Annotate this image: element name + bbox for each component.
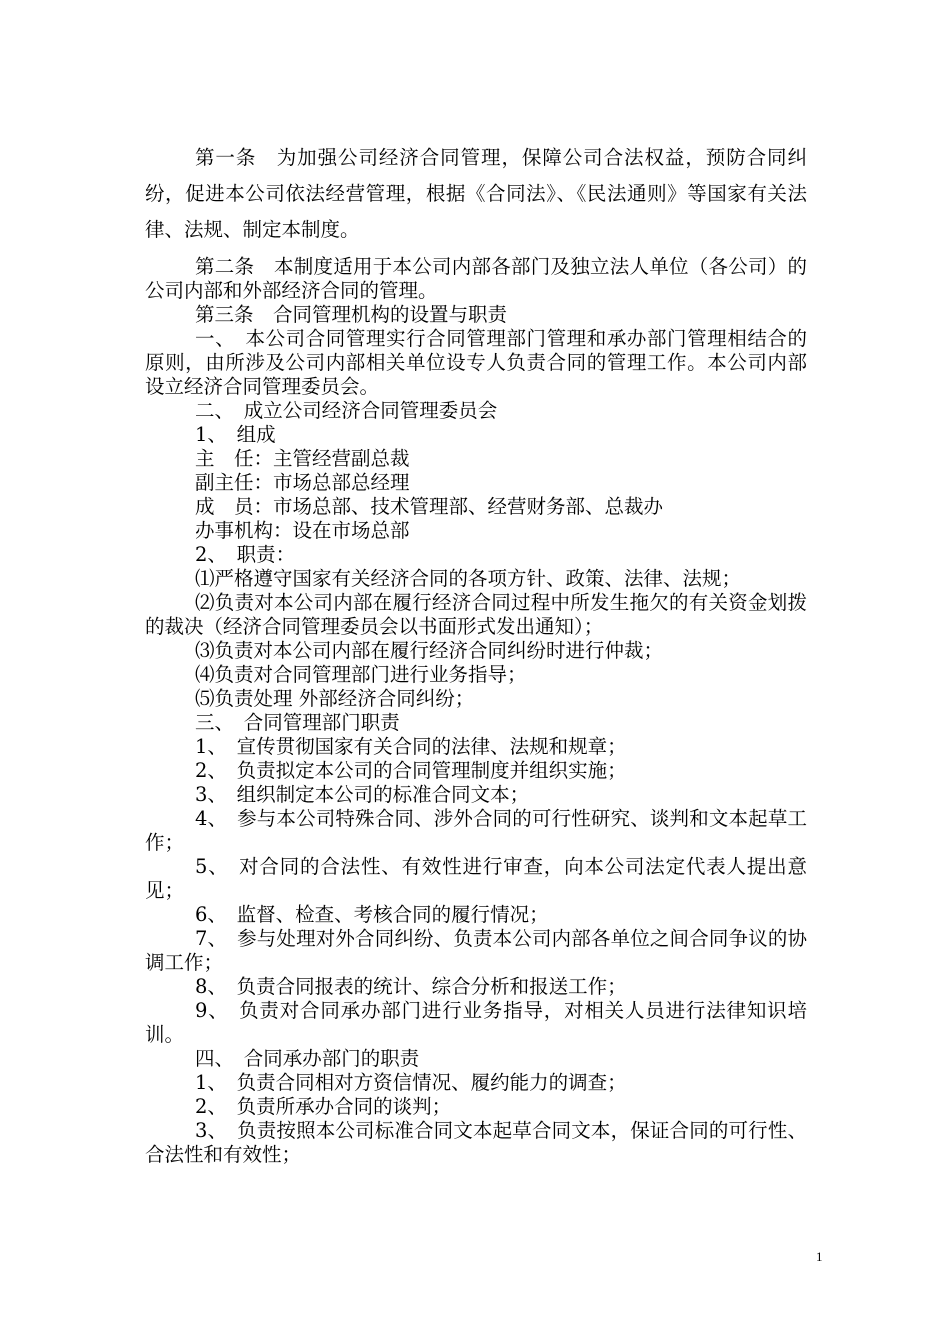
contractor-duty-3: 3、 负责按照本公司标准合同文本起草合同文本，保证合同的可行性、合法性和有效性；: [145, 1119, 807, 1166]
contractor-duty-2: 2、 负责所承办合同的谈判；: [195, 1095, 452, 1118]
page-number: 1: [816, 1249, 823, 1264]
dept-duty-6: 6、 监督、检查、考核合同的履行情况；: [195, 903, 549, 926]
dept-duty-9: 9、 负责对合同承办部门进行业务指导，对相关人员进行法律知识培训。: [145, 999, 807, 1046]
section-3-heading: 三、 合同管理部门职责: [195, 711, 400, 734]
dept-duty-5: 5、 对合同的合法性、有效性进行审查，向本公司法定代表人提出意见；: [145, 855, 807, 902]
section-4-heading: 四、 合同承办部门的职责: [195, 1047, 420, 1070]
dept-duty-3: 3、 组织制定本公司的标准合同文本；: [195, 783, 530, 806]
dept-duty-1: 1、 宣传贯彻国家有关合同的法律、法规和规章；: [195, 735, 627, 758]
deputy-director-line: 副主任：市场总部总经理: [195, 471, 410, 494]
duty-item-4: ⑷负责对合同管理部门进行业务指导；: [195, 663, 527, 686]
dept-duty-8: 8、 负责合同报表的统计、综合分析和报送工作；: [195, 975, 627, 998]
duty-item-5: ⑸负责处理 外部经济合同纠纷；: [195, 687, 475, 710]
duty-item-1: ⑴严格遵守国家有关经济合同的各项方针、政策、法律、法规；: [195, 567, 742, 590]
composition-heading: 1、 组成: [195, 423, 276, 446]
dept-duty-7: 7、 参与处理对外合同纠纷、负责本公司内部各单位之间合同争议的协调工作；: [145, 927, 807, 974]
members-line: 成 员：市场总部、技术管理部、经营财务部、总裁办: [195, 495, 664, 518]
duty-item-3: ⑶负责对本公司内部在履行经济合同纠纷时进行仲裁；: [195, 639, 664, 662]
dept-duty-2: 2、 负责拟定本公司的合同管理制度并组织实施；: [195, 759, 627, 782]
director-line: 主 任：主管经营副总裁: [195, 447, 410, 470]
article-2-paragraph: 第二条 本制度适用于本公司内部各部门及独立法人单位（各公司）的公司内部和外部经济合同的管理。: [145, 255, 807, 302]
section-1-paragraph: 一、 本公司合同管理实行合同管理部门管理和承办部门管理相结合的原则，由所涉及公司内部相关单位设专人负责合同的管理工作。本公司内部设立经济合同管理委员会。: [145, 327, 807, 398]
duty-item-2: ⑵负责对本公司内部在履行经济合同过程中所发生拖欠的有关资金划拨的裁决（经济合同管理委员会以书面形式发出通知）；: [145, 591, 807, 638]
duties-heading: 2、 职责：: [195, 543, 296, 566]
section-2-heading: 二、 成立公司经济合同管理委员会: [195, 399, 498, 422]
document-body: [145, 140, 807, 1167]
article-1-paragraph: 第一条 为加强公司经济合同管理，保障公司合法权益，预防合同纠纷，促进本公司依法经营管理，根据《合同法》、《民法通则》等国家有关法律、法规、制定本制度。: [145, 146, 807, 241]
article-3-heading: 第三条 合同管理机构的设置与职责: [195, 303, 508, 326]
contractor-duty-1: 1、 负责合同相对方资信情况、履约能力的调查；: [195, 1071, 627, 1094]
dept-duty-4: 4、 参与本公司特殊合同、涉外合同的可行性研究、谈判和文本起草工作；: [145, 807, 807, 854]
office-line: 办事机构：设在市场总部: [195, 519, 410, 542]
